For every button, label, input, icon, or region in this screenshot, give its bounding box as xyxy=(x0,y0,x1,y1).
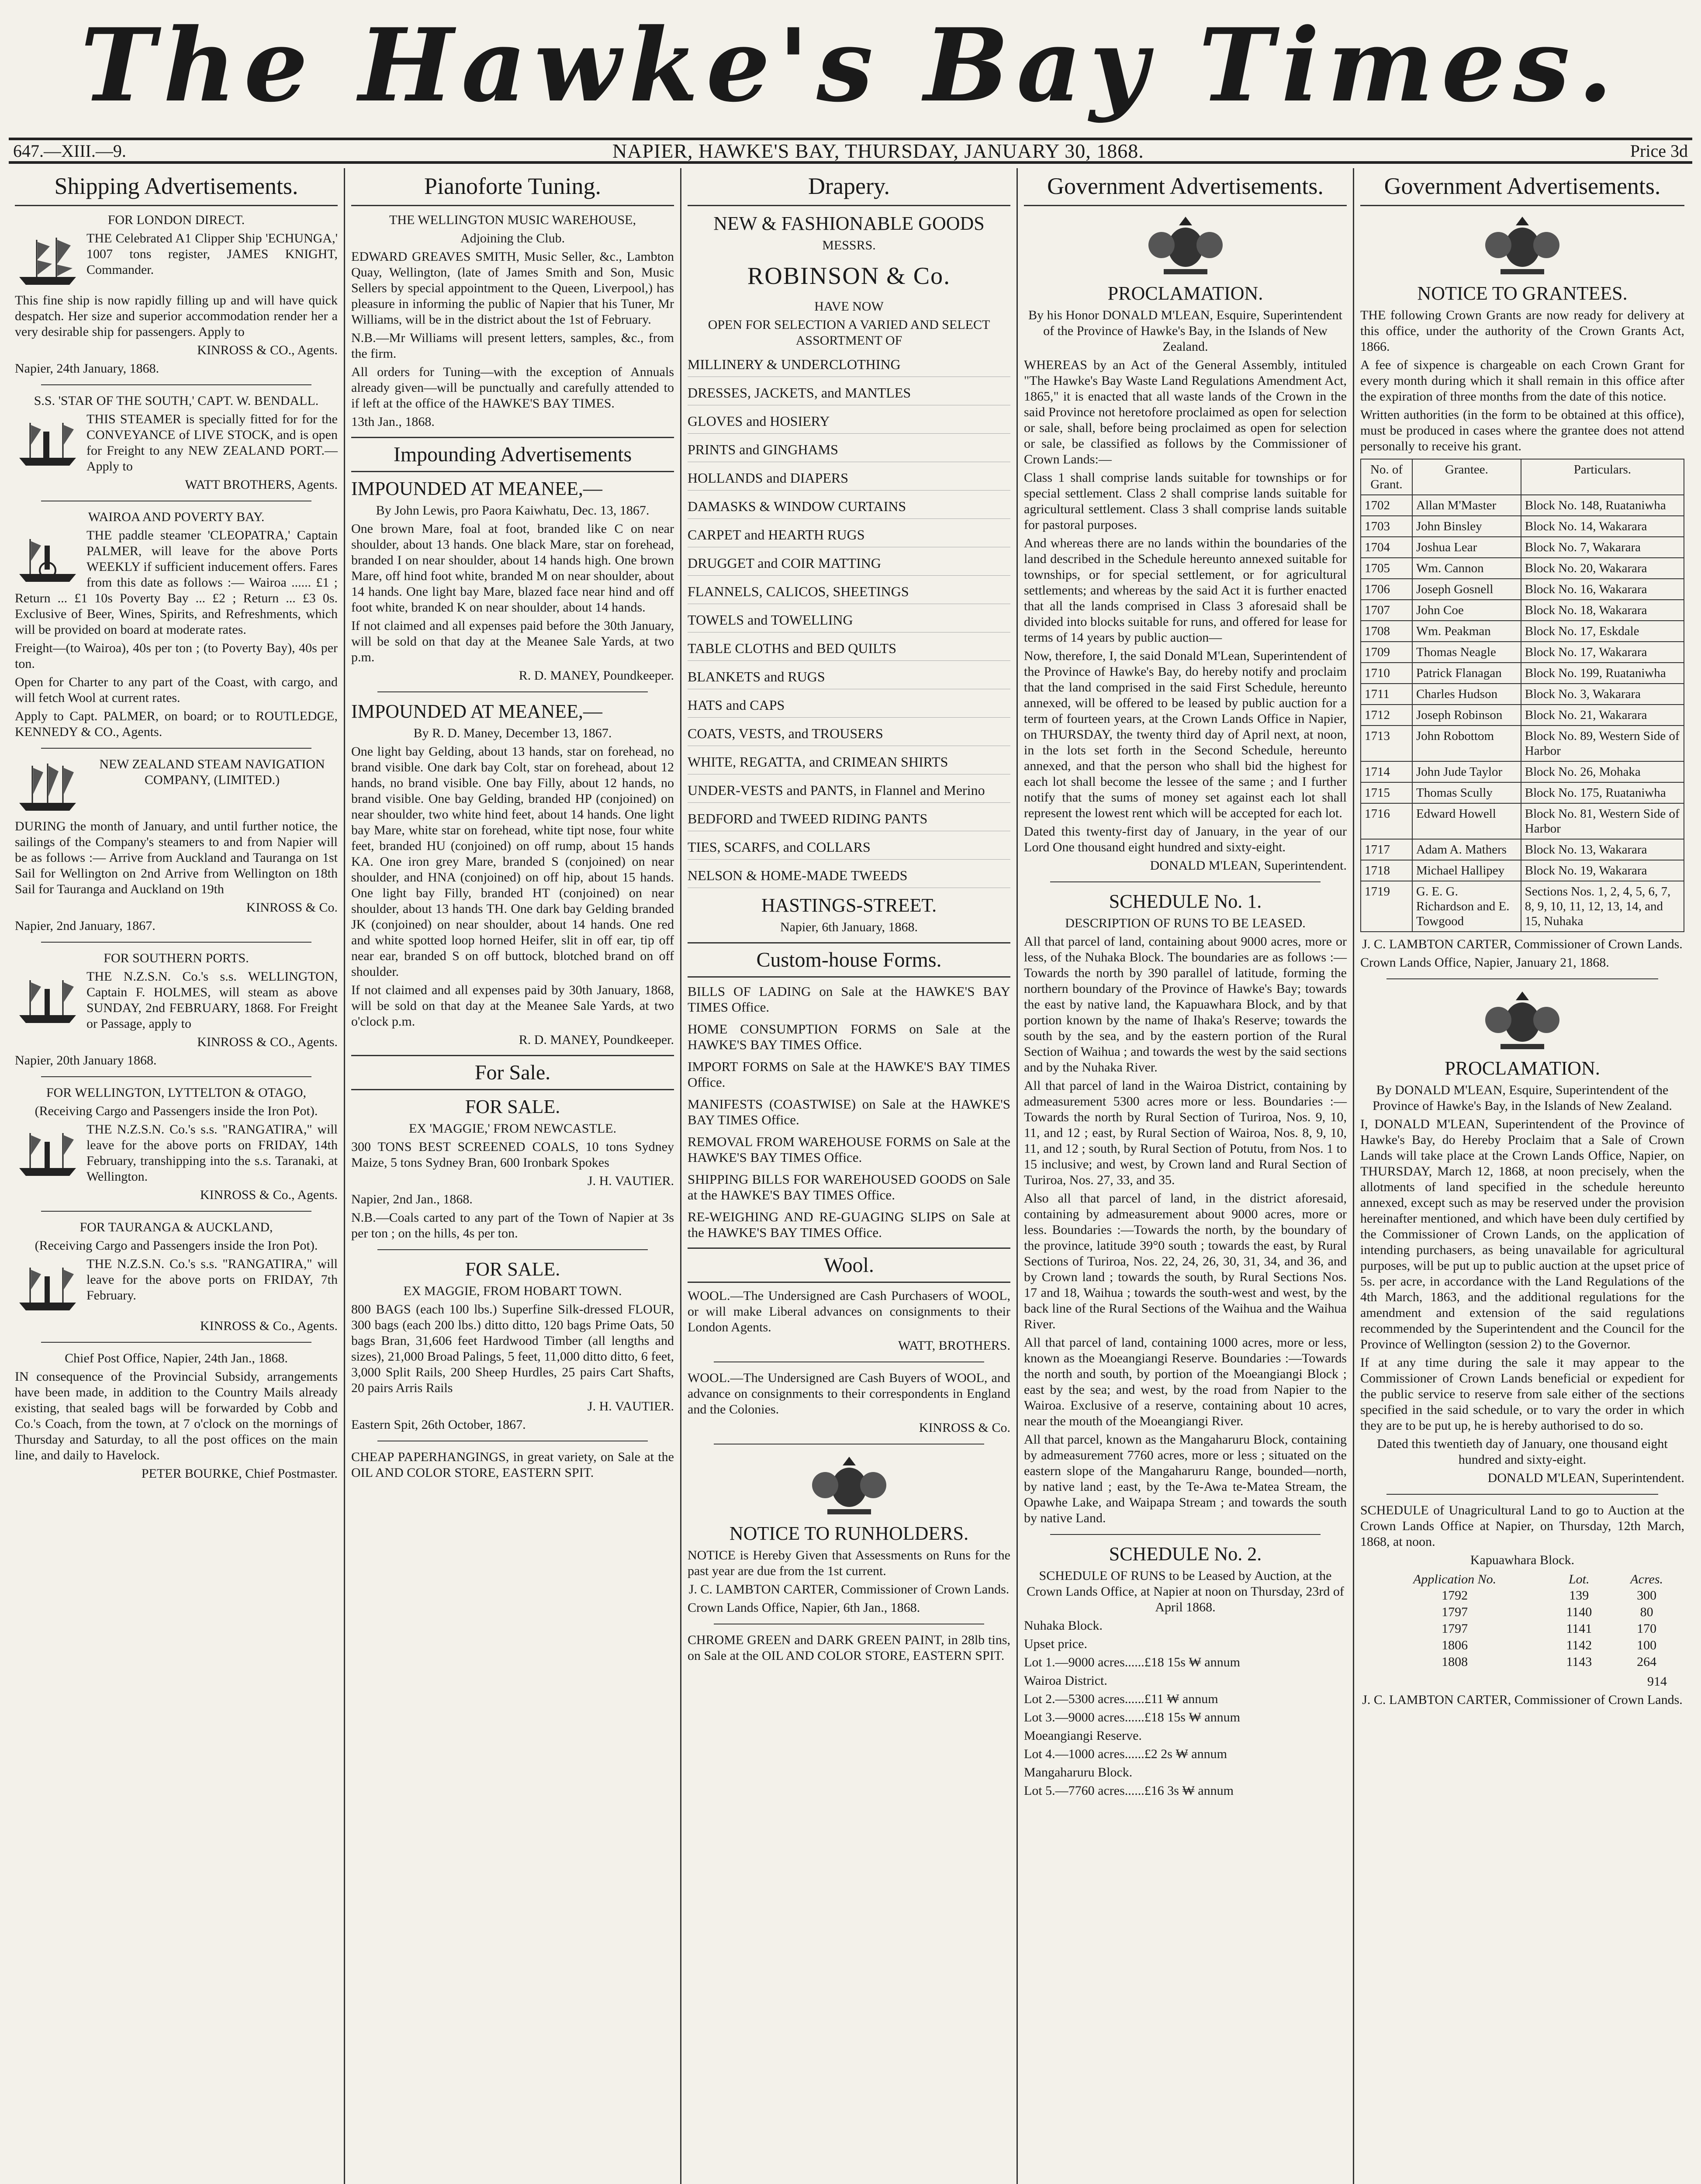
drapery-item: HATS and CAPS xyxy=(688,695,1010,718)
table-cell: 1702 xyxy=(1361,495,1412,516)
ad-agent: WATT BROTHERS, Agents. xyxy=(185,477,338,492)
lots-table xyxy=(1360,1572,1684,1670)
proclamation-dated: Dated this twentieth day of January, one thousand eight hundred and sixty-eight. xyxy=(1377,1437,1668,1467)
ad-date: Napier, 20th January 1868. xyxy=(15,1053,157,1068)
column-shipping xyxy=(9,168,345,2184)
proclamation-sign: DONALD M'LEAN, Superintendent. xyxy=(1487,1471,1684,1485)
table-cell: Block No. 14, Wakarara xyxy=(1521,516,1684,537)
schedule-subtitle: DESCRIPTION OF RUNS TO BE LEASED. xyxy=(1065,916,1306,930)
customs-form-ad: IMPORT FORMS on Sale at the HAWKE'S BAY TIMES Office. xyxy=(688,1059,1010,1090)
table-cell: Block No. 3, Wakarara xyxy=(1521,684,1684,705)
divider xyxy=(41,1076,311,1077)
drapery-item: BEDFORD and TWEED RIDING PANTS xyxy=(688,809,1010,831)
ad-text: WOOL.—The Undersigned are Cash Buyers of WOOL, and advance on consignments to their correspondents in England and the Colonies. xyxy=(688,1371,1010,1417)
divider xyxy=(1050,1534,1321,1535)
table-cell: Block No. 199, Ruataniwha xyxy=(1521,663,1684,684)
ad-date: 13th Jan., 1868. xyxy=(351,415,435,429)
ad-title: WAIROA AND POVERTY BAY. xyxy=(88,510,265,524)
ad-text: WOOL.—The Undersigned are Cash Purchasers of WOOL, or will make Liberal advances on consignments to their London Agents. xyxy=(688,1289,1010,1334)
ship-icon xyxy=(15,233,80,290)
table-row xyxy=(1361,642,1684,663)
table-cell: 1710 xyxy=(1361,663,1412,684)
schedule-text: All that parcel of land, containing about 9000 acres, more or less, of the Nuhaka Block. The boundaries are as follows :—Towards the north by 390 parallel of latitude, forming the northern boundary of the Province of Hawke's Bay; towards the east by native land, the Kapuawhara Block, and by that portion known by the name of Ihaka's Reserve; towards the south by the sea, and by the eastern portion of the Rural Section of Waihua ; and towards the west by the said sections and by the Nuhaka River. xyxy=(1024,934,1347,1075)
schedule-text: All that parcel of land, containing 1000 acres, more or less, known as the Moeangiangi Reserve. Boundaries :—Towards the north and south, by portion of the Moeangiangi Block ; east by the sea; and west, by the road from Napier to the Wairoa. Exclusive of a reserve, containing about 10 acres, near the mouth of the Moeangiangi River. xyxy=(1024,1335,1347,1428)
ad-agent: KINROSS & Co., Agents. xyxy=(200,1188,338,1202)
table-cell: 170 xyxy=(1637,1621,1657,1636)
drapery-item: BLANKETS and RUGS xyxy=(688,667,1010,689)
ad-subtitle: EX 'MAGGIE,' FROM NEWCASTLE. xyxy=(409,1121,616,1136)
table-cell: Thomas Scully xyxy=(1412,782,1521,803)
table-cell: Charles Hudson xyxy=(1412,684,1521,705)
ad-text: CHEAP PAPERHANGINGS, in great variety, on Sale at the OIL AND COLOR STORE, EASTERN SPIT. xyxy=(351,1450,674,1480)
drapery-item: DRUGGET and COIR MATTING xyxy=(688,553,1010,576)
table-cell: 1709 xyxy=(1361,642,1412,663)
table-cell: 1797 xyxy=(1442,1605,1468,1619)
ad-body: This fine ship is now rapidly filling up and will have quick despatch. Her size and superior accommodation render her a very desirable ship for passengers. Apply to xyxy=(15,293,338,339)
table-cell: Block No. 81, Western Side of Harbor xyxy=(1521,803,1684,839)
drapery-item: TIES, SCARFS, and COLLARS xyxy=(688,837,1010,860)
customs-form-ad: MANIFESTS (COASTWISE) on Sale at the HAWKE'S BAY TIMES Office. xyxy=(688,1096,1010,1127)
table-cell: Wm. Peakman xyxy=(1412,621,1521,642)
proclamation-by: By his Honor DONALD M'LEAN, Esquire, Superintendent of the Province of Hawke's Bay, in the Islands of New Zealand. xyxy=(1028,308,1342,354)
table-cell: 1717 xyxy=(1361,839,1412,860)
table-row xyxy=(1361,537,1684,558)
ad-text: One brown Mare, foal at foot, branded like C on near shoulder, about 13 hands. One black Mare, star on forehead, branded I on near shoulder, about 14 hands high. One brown Mare, off hind foot white, branded M on near shoulder, about 14 hands. One light bay Mare, blazed face near hind and off foot white, branded K on near shoulder, about 14 hands. xyxy=(351,522,674,615)
table-header-cell: Particulars. xyxy=(1521,459,1684,495)
table-cell: Block No. 7, Wakarara xyxy=(1521,537,1684,558)
table-row xyxy=(1361,579,1684,600)
schedule-text: All that parcel of land in the Wairoa District, containing by admeasurement 5300 acres more or less. Boundaries :—Towards the north by Rural Section of Turiroa, Nos. 9, 10, 11, and 12 ; east, by Rural Section of Wairoa, Nos. 8, 9, 10, 11, and 12 ; south, by Rural Section of Potutu, from Nos. 1 to 15 inclusive; and west, by Crown land and Rural Section of Turiroa, Nos. 27, 33, and 35. xyxy=(1024,1078,1347,1187)
table-header-cell: Application No. xyxy=(1413,1572,1497,1586)
column-government-1 xyxy=(1018,168,1354,2184)
proclamation-title: PROCLAMATION. xyxy=(1445,1057,1600,1079)
table-row xyxy=(1361,803,1684,839)
schedule-title: SCHEDULE of Unagricultural Land to go to Auction at the Crown Lands Office at Napier, on Thursday, 12th March, 1868, at noon. xyxy=(1360,1503,1684,1549)
steamer-icon xyxy=(15,971,80,1028)
ad-text: CHROME GREEN and DARK GREEN PAINT, in 28lb tins, on Sale at the OIL AND COLOR STORE, EASTERN SPIT. xyxy=(688,1633,1010,1663)
table-cell: 1705 xyxy=(1361,558,1412,579)
schedule-lot-line: Upset price. xyxy=(1024,1637,1087,1651)
drapery-item: TOWELS and TOWELLING xyxy=(688,610,1010,632)
lots-total: 914 xyxy=(1647,1674,1667,1689)
drapery-have-now: HAVE NOW xyxy=(814,299,884,314)
table-cell: Block No. 19, Wakarara xyxy=(1521,860,1684,881)
ad-note: If not claimed and all expenses paid by 30th January, 1868, will be sold on that day at the Meanee Sale Yards, at two o'clock p.m. xyxy=(351,983,674,1029)
table-cell: 139 xyxy=(1569,1588,1589,1603)
customs-form-ad: HOME CONSUMPTION FORMS on Sale at the HAWKE'S BAY TIMES Office. xyxy=(688,1021,1010,1052)
ad-sign: J. H. VAUTIER. xyxy=(587,1174,674,1188)
table-header-cell: Lot. xyxy=(1569,1572,1590,1586)
table-header-row xyxy=(1361,459,1684,495)
section-heading: For Sale. xyxy=(351,1055,674,1090)
table-cell: Block No. 17, Wakarara xyxy=(1521,642,1684,663)
customs-list xyxy=(688,984,1010,1241)
divider xyxy=(41,942,311,943)
ad-subtitle: Adjoining the Club. xyxy=(460,231,565,245)
ad-subtitle: EX MAGGIE, FROM HOBART TOWN. xyxy=(403,1284,622,1298)
table-cell: John Coe xyxy=(1412,600,1521,621)
masthead xyxy=(0,0,1701,131)
ad-title: THE WELLINGTON MUSIC WAREHOUSE, xyxy=(389,213,636,227)
schedule-lot-line: Lot 3.—9000 acres......£18 15s ₩ annum xyxy=(1024,1710,1240,1724)
divider xyxy=(377,691,648,692)
table-cell: 1142 xyxy=(1566,1638,1592,1652)
table-cell: Block No. 21, Wakarara xyxy=(1521,705,1684,726)
ad-text: One light bay Gelding, about 13 hands, star on forehead, no brand visible. One dark bay Colt, star on forehead, about 12 hands, no brand visible. One bay Filly, about 12 hands, no brand visible. One bay Gelding, branded HP (conjoined) on near shoulder, two white hind feet, about 14 hands. One light bay Mare, white star on forehead, white tipt nose, four white feet, branded HU (conjoined) on off rump, about 15 hands KA. One iron grey Mare, branded S (conjoined) on near shoulder, and HNA (conjoined) on off hip, about 15 hands. One light bay Filly, branded HT (conjoined) on near shoulder, about 13 hands TH. One dark bay Gelding branded JK (conjoined) on near shoulder, about 14 hands. One red and white spotted loop horned Heifer, slit in off ear, tip off near ear, branded S on off buttock, blotched brand on off shoulder. xyxy=(351,744,674,979)
section-heading: Wool. xyxy=(688,1248,1010,1283)
drapery-item: PRINTS and GINGHAMS xyxy=(688,440,1010,462)
proclamation-dated: Dated this twenty-first day of January, in the year of our Lord One thousand eight hundred and sixty-eight. xyxy=(1024,824,1347,854)
ad-sign: J. C. LAMBTON CARTER, Commissioner of Crown Lands. xyxy=(688,1582,1010,1597)
schedule-title: SCHEDULE No. 2. xyxy=(1109,1543,1262,1565)
ad-note: N.B.—Mr Williams will present letters, samples, &c., from the firm. xyxy=(351,331,674,361)
table-cell: John Binsley xyxy=(1412,516,1521,537)
royal-crest-icon xyxy=(1137,212,1234,278)
table-cell: 1141 xyxy=(1566,1621,1592,1636)
schedule-text: Also all that parcel of land, in the district aforesaid, containing by admeasurement about 9000 acres, more or less. Boundaries :—Towards the north, by the boundary of the province, latitude 39°0 south ; towards the east, by Rural Sections of Turiroa, Nos. 22, 24, 26, 30, 31, 34, and 36, and by Crown land ; towards the south, by Rural Sections Nos. 17 and 18, Waihua ; towards the south-west and west, by the back line of the Rural Sections of the Waihua and the Waihua River. xyxy=(1024,1191,1347,1331)
table-cell: 80 xyxy=(1640,1605,1653,1619)
ad-date: Napier, 2nd January, 1867. xyxy=(15,919,156,933)
schedule-lot-line: Wairoa District. xyxy=(1024,1673,1107,1688)
table-cell: 264 xyxy=(1637,1655,1657,1669)
drapery-intro: NEW & FASHIONABLE GOODS xyxy=(713,213,985,234)
ad-text: 300 TONS BEST SCREENED COALS, 10 tons Sydney Maize, 5 tons Sydney Bran, 600 Ironbark Spokes xyxy=(351,1140,674,1170)
street-name: HASTINGS-STREET. xyxy=(761,895,937,916)
divider xyxy=(1050,881,1321,882)
proclamation-text: And whereas there are no lands within the boundaries of the land described in the Schedule hereunto annexed suitable for townships, or for special settlement, or for agricultural settlements; and whereas by the said Act it is further enacted that all the lands comprised in Class 3 aforesaid shall be divided into blocks suitable for runs, and offered for lease for terms of 14 years by public auction— xyxy=(1024,536,1347,645)
table-cell: Edward Howell xyxy=(1412,803,1521,839)
ad-agent: KINROSS & CO., Agents. xyxy=(197,1035,338,1049)
post-office-heading: Chief Post Office, Napier, 24th Jan., 1868. xyxy=(65,1351,288,1365)
table-cell: 1808 xyxy=(1442,1655,1468,1669)
steamer-icon xyxy=(15,414,80,471)
schedule-subtitle: SCHEDULE OF RUNS to be Leased by Auction, at the Crown Lands Office, at Napier at noon on Thursday, 23rd of April 1868. xyxy=(1027,1569,1344,1614)
table-cell: 1708 xyxy=(1361,621,1412,642)
table-cell: Block No. 26, Mohaka xyxy=(1521,761,1684,782)
drapery-item: TABLE CLOTHS and BED QUILTS xyxy=(688,639,1010,661)
table-row xyxy=(1361,600,1684,621)
post-office-sign: PETER BOURKE, Chief Postmaster. xyxy=(141,1466,338,1481)
drapery-item: FLANNELS, CALICOS, SHEETINGS xyxy=(688,582,1010,604)
table-row xyxy=(1361,684,1684,705)
ad-subtitle: By John Lewis, pro Paora Kaiwhatu, Dec. 13, 1867. xyxy=(376,503,650,518)
drapery-item: CARPET and HEARTH RUGS xyxy=(688,525,1010,547)
table-cell: 1806 xyxy=(1442,1638,1468,1652)
divider xyxy=(41,1342,311,1343)
customs-form-ad: REMOVAL FROM WAREHOUSE FORMS on Sale at the HAWKE'S BAY TIMES Office. xyxy=(688,1134,1010,1165)
schedule-lot-line: Lot 2.—5300 acres......£11 ₩ annum xyxy=(1024,1692,1218,1706)
table-cell: 1712 xyxy=(1361,705,1412,726)
column-drapery xyxy=(681,168,1018,2184)
table-row xyxy=(1361,621,1684,642)
drapery-open: OPEN FOR SELECTION A VARIED AND SELECT ASSORTMENT OF xyxy=(708,318,990,348)
ad-sign: R. D. MANEY, Poundkeeper. xyxy=(519,1033,674,1047)
table-cell: 1143 xyxy=(1566,1655,1592,1669)
ad-text: EDWARD GREAVES SMITH, Music Seller, &c., Lambton Quay, Wellington, (late of James Smith and Son, Music Sellers by special appointment to the Queen, Liverpool,) has pleasure in informing the public of Napier that his Tuner, Mr Williams, will be in the district about the 1st of February. xyxy=(351,249,674,327)
table-cell: Joseph Robinson xyxy=(1412,705,1521,726)
ad-subtitle: (Receiving Cargo and Passengers inside the Iron Pot). xyxy=(35,1238,318,1253)
columns xyxy=(9,168,1692,2184)
table-row xyxy=(1361,839,1684,860)
ad-title: FOR SOUTHERN PORTS. xyxy=(104,951,249,965)
proclamation-sign: DONALD M'LEAN, Superintendent. xyxy=(1150,858,1347,873)
drapery-item: MILLINERY & UNDERCLOTHING xyxy=(688,355,1010,377)
drapery-item: HOLLANDS and DIAPERS xyxy=(688,468,1010,491)
drapery-item: DRESSES, JACKETS, and MANTLES xyxy=(688,383,1010,405)
table-cell: Block No. 13, Wakarara xyxy=(1521,839,1684,860)
ad-text: NOTICE is Hereby Given that Assessments on Runs for the past year are due from the 1st current. xyxy=(688,1548,1010,1578)
table-cell: 1797 xyxy=(1442,1621,1468,1636)
ad-title: FOR SALE. xyxy=(465,1096,560,1117)
drapery-item: UNDER-VESTS and PANTS, in Flannel and Merino xyxy=(688,781,1010,803)
table-cell: Thomas Neagle xyxy=(1412,642,1521,663)
ad-title: S.S. 'STAR OF THE SOUTH,' CAPT. W. BENDALL. xyxy=(34,394,319,408)
customs-form-ad: BILLS OF LADING on Sale at the HAWKE'S BAY TIMES Office. xyxy=(688,984,1010,1015)
ad-text: THIS STEAMER is specially fitted for for the CONVEYANCE of LIVE STOCK, and is open for Freight to any NEW ZEALAND PORT.—Apply to xyxy=(86,412,338,473)
ad-date: Napier, 24th January, 1868. xyxy=(15,361,159,376)
schedule-lot-line: Nuhaka Block. xyxy=(1024,1618,1103,1633)
ad-freight: Freight—(to Wairoa), 40s per ton ; (to Poverty Bay), 40s per ton. xyxy=(15,641,338,671)
table-header-row xyxy=(1360,1572,1684,1587)
table-row xyxy=(1361,782,1684,803)
ad-text: THE N.Z.S.N. Co.'s s.s. WELLINGTON, Captain F. HOLMES, will steam as above SUNDAY, 2nd FEBRUARY, 1868. For Freight or Passage, apply to xyxy=(86,969,338,1031)
table-cell: 1706 xyxy=(1361,579,1412,600)
royal-crest-icon xyxy=(1474,212,1570,278)
column-heading: Pianoforte Tuning. xyxy=(351,168,674,206)
table-cell: Block No. 16, Wakarara xyxy=(1521,579,1684,600)
ad-agent: KINROSS & CO., Agents. xyxy=(197,343,338,357)
post-office-text: IN consequence of the Provincial Subsidy, arrangements have been made, in addition to the Country Mails already existing, that sealed bags will be forwarded by Cobb and Co.'s Coach, from the town, at 7 o'clock on the mornings of Thursday and Saturday, to all the post offices on the main line, and daily to Havelock. xyxy=(15,1369,338,1462)
table-cell: Wm. Cannon xyxy=(1412,558,1521,579)
table-cell: G. E. G. Richardson and E. Towgood xyxy=(1412,881,1521,932)
table-row xyxy=(1361,663,1684,684)
divider xyxy=(1386,1494,1658,1495)
ad-text: THE N.Z.S.N. Co.'s s.s. "RANGATIRA," will leave for the above ports on FRIDAY, 7th February. xyxy=(86,1257,338,1303)
table-row xyxy=(1361,761,1684,782)
table-cell: 1715 xyxy=(1361,782,1412,803)
table-cell: 1714 xyxy=(1361,761,1412,782)
ad-text: DURING the month of January, and until further notice, the sailings of the Company's steamers to and from Napier will be as follows :— Arrive from Auckland and Tauranga on 1st Sail for Wellington on 2nd Arrive from Wellington on 18th Sail for Tauranga and Auckland on 19th xyxy=(15,819,338,896)
table-row xyxy=(1361,726,1684,761)
table-header-cell: Grantee. xyxy=(1412,459,1521,495)
customs-form-ad: SHIPPING BILLS FOR WAREHOUSED GOODS on Sale at the HAWKE'S BAY TIMES Office. xyxy=(688,1171,1010,1203)
schedule-lot-line: Lot 5.—7760 acres......£16 3s ₩ annum xyxy=(1024,1783,1234,1798)
notice-date: Crown Lands Office, Napier, January 21, 1868. xyxy=(1360,955,1609,970)
schedule-title: SCHEDULE No. 1. xyxy=(1109,891,1262,912)
grants-table xyxy=(1360,459,1684,932)
proclamation-title: PROCLAMATION. xyxy=(1107,283,1263,304)
table-cell: Block No. 17, Eskdale xyxy=(1521,621,1684,642)
table-cell: John Jude Taylor xyxy=(1412,761,1521,782)
issue-date: NAPIER, HAWKE'S BAY, THURSDAY, JANUARY 30, 1868. xyxy=(612,139,1144,162)
drapery-item: WHITE, REGATTA, and CRIMEAN SHIRTS xyxy=(688,752,1010,774)
table-cell: 1719 xyxy=(1361,881,1412,932)
table-cell: 1703 xyxy=(1361,516,1412,537)
drapery-item: COATS, VESTS, and TROUSERS xyxy=(688,724,1010,746)
table-cell: 300 xyxy=(1637,1588,1657,1603)
schedule-sign: J. C. LAMBTON CARTER, Commissioner of Crown Lands. xyxy=(1362,1693,1683,1707)
ad-text: 800 BAGS (each 100 lbs.) Superfine Silk-dressed FLOUR, 300 bags (each 200 lbs.) ditto ditto, 120 bags Prime Oats, 50 bags Bran, 31,606 feet Hardwood Timber (all lengths and sizes), 21,000 Broad Palings, 5 feet, 11,000 ditto ditto, 6 feet, 3,000 Split Rails, 200 Sheep Hurdles, 25 pairs Cart Shafts, 20 pairs Arris Rails xyxy=(351,1302,674,1395)
column-pianoforte xyxy=(345,168,681,2184)
schedule-block: Kapuawhara Block. xyxy=(1470,1553,1575,1567)
table-cell: Allan M'Master xyxy=(1412,495,1521,516)
divider xyxy=(41,384,311,385)
table-cell: 1704 xyxy=(1361,537,1412,558)
table-cell: Michael Hallipey xyxy=(1412,860,1521,881)
dateline xyxy=(9,138,1692,164)
schedule-text: All that parcel, known as the Mangaharuru Block, containing by admeasurement 7760 acres, more or less ; situated on the eastern slope of the Mangaharuru Range, bounded—north, by native land ; east, by the Te-Awa te-Matea Stream, the Opawhe Lake, and Waipapa Stream ; and towards the south by native Land. xyxy=(1024,1432,1347,1525)
ad-title: FOR TAURANGA & AUCKLAND, xyxy=(80,1220,273,1234)
table-row xyxy=(1361,495,1684,516)
section-heading: Custom-house Forms. xyxy=(688,942,1010,978)
table-row xyxy=(1361,860,1684,881)
ad-text: THE N.Z.S.N. Co.'s s.s. "RANGATIRA," will leave for the above ports on FRIDAY, 14th February, transhipping into the s.s. Taranaki, at Wellington. xyxy=(86,1122,338,1184)
ad-apply: Apply to Capt. PALMER, on board; or to ROUTLEDGE, KENNEDY & CO., Agents. xyxy=(15,709,338,739)
schedule-lot-line: Lot 1.—9000 acres......£18 15s ₩ annum xyxy=(1024,1655,1240,1669)
table-row xyxy=(1360,1637,1684,1654)
ad-title: NEW ZEALAND STEAM NAVIGATION COMPANY, (LIMITED.) xyxy=(99,757,325,787)
divider xyxy=(377,1249,648,1250)
firm-name: ROBINSON & Co. xyxy=(747,263,951,290)
drapery-messrs: MESSRS. xyxy=(822,238,876,252)
drapery-item: NELSON & HOME-MADE TWEEDS xyxy=(688,866,1010,888)
ad-note: N.B.—Coals carted to any part of the Town of Napier at 3s per ton ; on the hills, 4s per ton. xyxy=(351,1210,674,1241)
ad-title: FOR WELLINGTON, LYTTELTON & OTAGO, xyxy=(46,1085,307,1100)
table-row xyxy=(1360,1654,1684,1670)
ad-sign: J. H. VAUTIER. xyxy=(587,1399,674,1413)
table-cell: Adam A. Mathers xyxy=(1412,839,1521,860)
schedule-lot-list xyxy=(1024,1618,1347,1799)
royal-crest-icon xyxy=(801,1452,897,1518)
table-cell: 100 xyxy=(1637,1638,1657,1652)
newspaper-title: The Hawke's Bay Times. xyxy=(80,7,1621,124)
table-row xyxy=(1361,516,1684,537)
ad-title: NOTICE TO RUNHOLDERS. xyxy=(729,1523,969,1544)
proclamation-by: By DONALD M'LEAN, Esquire, Superintendent of the Province of Hawke's Bay, in the Islands of New Zealand. xyxy=(1373,1083,1672,1113)
ad-title: IMPOUNDED AT MEANEE,— xyxy=(351,478,602,499)
ad-text: THE paddle steamer 'CLEOPATRA,' Captain PALMER, will leave for the above Ports WEEKLY if sufficient inducement offers. Fares from this date as follows :— Wairoa ...... £1 ; Return ... £1 10s Poverty Bay ... £2 ; Return ... £3 0s. Exclusive of Beer, Wines, Spirits, and Refreshments, which will be provided on board at moderate rates. xyxy=(15,528,338,637)
table-cell: 1707 xyxy=(1361,600,1412,621)
column-heading: Government Advertisements. xyxy=(1024,168,1347,206)
proclamation-text: Now, therefore, I, the said Donald M'Lean, Superintendent of the Province of Hawke's Bay, do hereby notify and proclaim that the land comprised in the said First Schedule, hereunto annexed, will be offered to be leased by public auction for a term of fourteen years, at the Crown Lands Office in Napier, on THURSDAY, the twenty third day of April next, at noon, in the lots set forth in the Second Schedule, hereunto annexed, and that the person who shall bid the highest for each lot shall become the lessee of the same ; and I further notify that the sums of money set against each lot shall represent the lowest rent which will be accepted for each lot. xyxy=(1024,649,1347,820)
steamer-icon xyxy=(15,1259,80,1316)
notice-text: Written authorities (in the form to be obtained at this office), must be produced in cases where the grantee does not attend personally to receive his grant. xyxy=(1360,408,1684,453)
column-heading: Government Advertisements. xyxy=(1360,168,1684,206)
issue-number: 647.—XIII.—9. xyxy=(13,141,126,161)
table-cell: John Robottom xyxy=(1412,726,1521,761)
ad-agent: KINROSS & Co. xyxy=(246,900,338,915)
notice-text: THE following Crown Grants are now ready for delivery at this office, under the authority of the Crown Grants Act, 1866. xyxy=(1360,308,1684,354)
customs-form-ad: RE-WEIGHING AND RE-GUAGING SLIPS on Sale at the HAWKE'S BAY TIMES Office. xyxy=(688,1209,1010,1240)
ad-date: Crown Lands Office, Napier, 6th Jan., 1868. xyxy=(688,1600,920,1615)
ship-icon xyxy=(15,759,80,816)
notice-text: A fee of sixpence is chargeable on each Crown Grant for every month during which it shall remain in this office after the expiration of three months from the date of this notice. xyxy=(1360,358,1684,404)
ad-sign: R. D. MANEY, Poundkeeper. xyxy=(519,668,674,683)
ad-agent: KINROSS & Co., Agents. xyxy=(200,1319,338,1333)
steamer-icon xyxy=(15,1124,80,1181)
ad-date: Napier, 2nd Jan., 1868. xyxy=(351,1192,473,1206)
proclamation-text: If at any time during the sale it may appear to the Commissioner of Crown Lands beneficial or expedient for the public service to reserve from sale either of the sections specified in the said schedule, or to vary the order in which they are to be put up, he is hereby authorised to do so. xyxy=(1360,1355,1684,1433)
royal-crest-icon xyxy=(1474,987,1570,1053)
table-header-cell: Acres. xyxy=(1630,1572,1663,1586)
table-cell: Sections Nos. 1, 2, 4, 5, 6, 7, 8, 9, 10, 11, 12, 13, 14, and 15, Nuhaka xyxy=(1521,881,1684,932)
ad-sign: WATT, BROTHERS. xyxy=(898,1338,1010,1353)
drapery-item: DAMASKS & WINDOW CURTAINS xyxy=(688,497,1010,519)
table-cell: Block No. 18, Wakarara xyxy=(1521,600,1684,621)
table-row xyxy=(1361,705,1684,726)
drapery-list xyxy=(688,355,1010,888)
ad-date: Napier, 6th January, 1868. xyxy=(780,920,918,934)
table-cell: 1713 xyxy=(1361,726,1412,761)
table-row xyxy=(1360,1621,1684,1637)
table-cell: Joshua Lear xyxy=(1412,537,1521,558)
proclamation-text: WHEREAS by an Act of the General Assembly, intituled "The Hawke's Bay Waste Land Regulations Amendment Act, 1865," it is enacted that all waste lands of the Crown in the said Province not heretofore proclaimed as open for selection or sale, shall, before being proclaimed as open for selection or sale, be classified as follows by the Commissioner of Crown Lands:— xyxy=(1024,358,1347,467)
table-cell: Patrick Flanagan xyxy=(1412,663,1521,684)
table-row xyxy=(1361,881,1684,932)
ad-title: FOR LONDON DIRECT. xyxy=(107,213,245,227)
paddle-steamer-icon xyxy=(15,530,80,587)
ad-note: If not claimed and all expenses paid before the 30th January, will be sold on that day at the Meanee Sale Yards, at two p.m. xyxy=(351,619,674,664)
schedule-lot-line: Lot 4.—1000 acres......£2 2s ₩ annum xyxy=(1024,1747,1227,1761)
notice-sign: J. C. LAMBTON CARTER, Commissioner of Crown Lands. xyxy=(1362,937,1683,951)
ad-text: All orders for Tuning—with the exception of Annuals already given—will be punctually and carefully attended to if left at the office of the HAWKE'S BAY TIMES. xyxy=(351,365,674,411)
table-cell: Joseph Gosnell xyxy=(1412,579,1521,600)
drapery-item: GLOVES and HOSIERY xyxy=(688,411,1010,434)
divider xyxy=(41,748,311,749)
table-header-cell: No. of Grant. xyxy=(1361,459,1412,495)
table-row xyxy=(1360,1587,1684,1604)
column-heading: Shipping Advertisements. xyxy=(15,168,338,206)
ad-subtitle: (Receiving Cargo and Passengers inside the Iron Pot). xyxy=(35,1104,318,1118)
ad-subtitle: By R. D. Maney, December 13, 1867. xyxy=(413,726,612,740)
notice-title: NOTICE TO GRANTEES. xyxy=(1417,283,1628,304)
proclamation-text: I, DONALD M'LEAN, Superintendent of the Province of Hawke's Bay, do Hereby Proclaim that a Sale of Crown Lands will take place at the Crown Lands Office, Napier, on THURSDAY, March 12, 1868, at noon precisely, when the allotments of land specified in the schedule hereunto annexed, except such as may be reserved under the provision hereinafter mentioned, and which have been duly certified by the Commissioner of Crown Lands, on the application of intending purchasers, as being unavailable for agricultural purposes, will be put up to public auction at the upset price of 5s. per acre, in accordance with the Land Regulations of the 4th March, 1863, and the additional regulations for the amendment and extension of the said regulations recommended by the Superintendent and the Council for the Province of Wellington (session 2) to the Governor. xyxy=(1360,1117,1684,1351)
proclamation-classes: Class 1 shall comprise lands suitable for townships or for special settlement. Class 2 shall comprise lands suitable for agricultural settlement. Class 3 shall comprise lands suitable for pastoral purposes. xyxy=(1024,470,1347,532)
table-cell: 1140 xyxy=(1566,1605,1592,1619)
section-heading: Impounding Advertisements xyxy=(351,437,674,472)
ad-title: IMPOUNDED AT MEANEE,— xyxy=(351,701,602,722)
ad-date: Eastern Spit, 26th October, 1867. xyxy=(351,1417,526,1432)
table-cell: 1716 xyxy=(1361,803,1412,839)
divider xyxy=(41,1211,311,1212)
table-cell: 1718 xyxy=(1361,860,1412,881)
column-government-2 xyxy=(1354,168,1691,2184)
price: Price 3d xyxy=(1630,141,1688,161)
table-row xyxy=(1361,558,1684,579)
column-heading: Drapery. xyxy=(688,168,1010,206)
table-cell: 1792 xyxy=(1442,1588,1468,1603)
ad-title: FOR SALE. xyxy=(465,1258,560,1280)
table-cell: Block No. 148, Ruataniwha xyxy=(1521,495,1684,516)
table-row xyxy=(1360,1604,1684,1621)
table-cell: Block No. 89, Western Side of Harbor xyxy=(1521,726,1684,761)
table-cell: Block No. 20, Wakarara xyxy=(1521,558,1684,579)
schedule-lot-line: Mangaharuru Block. xyxy=(1024,1765,1133,1780)
ad-text: THE Celebrated A1 Clipper Ship 'ECHUNGA,' 1007 tons register, JAMES KNIGHT, Commander. xyxy=(86,231,338,277)
schedule-lot-line: Moeangiangi Reserve. xyxy=(1024,1728,1142,1743)
table-cell: 1711 xyxy=(1361,684,1412,705)
ad-charter: Open for Charter to any part of the Coast, with cargo, and will fetch Wool at current rates. xyxy=(15,675,338,705)
ad-sign: KINROSS & Co. xyxy=(919,1420,1010,1435)
table-cell: Block No. 175, Ruataniwha xyxy=(1521,782,1684,803)
divider xyxy=(1386,978,1658,979)
